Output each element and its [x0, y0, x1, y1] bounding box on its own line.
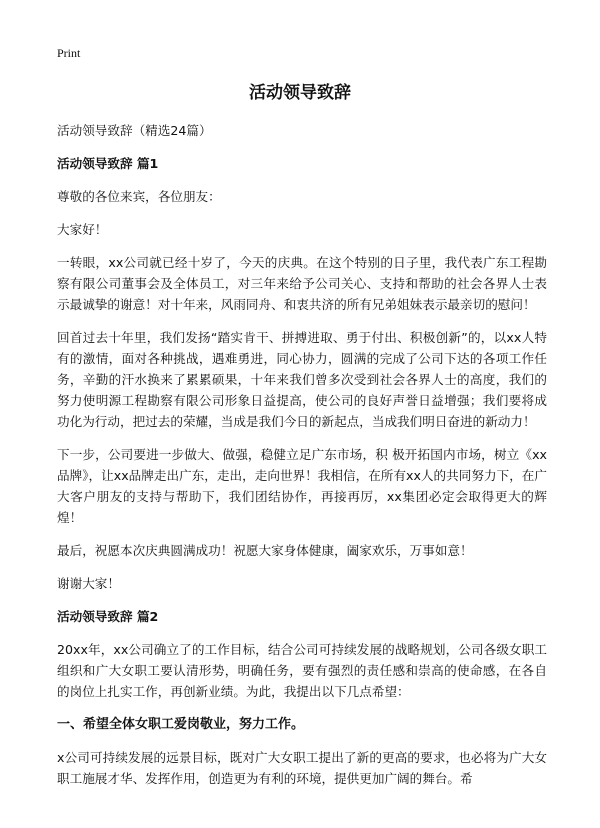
article-2-section-1-paragraph: x公司可持续发展的远景目标，既对广大女职工提出了新的更高的要求，也必将为广大女职工施展才华、发挥作用，创造更为有利的环境，提供更加广阔的舞台。希 [57, 750, 547, 786]
article-1-heading: 活动领导致辞 篇1 [57, 156, 159, 171]
page-title: 活动领导致辞 [249, 83, 351, 103]
document-subtitle: 活动领导致辞（精选24篇） [57, 123, 212, 138]
article-1-paragraph-3: 下一步，公司要进一步做大、做强，稳健立足广东市场，积 极开拓国内市场，树立《xx品牌》，让xx品牌走出广东，走出，走向世界！我相信，在所有xx人的共同努力下，在广大客户朋友的支持与帮助下，我们团结协作，再接再厉，xx集团必定会取得更大的辉煌！ [57, 447, 547, 525]
document-body [57, 120, 547, 801]
article-1-paragraph-4: 最后，祝愿本次庆典圆满成功！祝愿大家身体健康，阖家欢乐，万事如意！ [57, 543, 473, 558]
article-1-paragraph-2: 回首过去十年里，我们发扬“踏实肯干、拼搏进取、勇于付出、积极创新”的，以xx人特有的激情，面对各种挑战，遇难勇进，同心协力，圆满的完成了公司下达的各项工作任务，辛勤的汗水换来了累累硕果，十年来我们曾多次受到社会各界人士的高度，我们的努力使明源工程勘察有限公司形象日益提高，使公司的良好声誉日益增强；我们要将成功化为行动，把过去的荣耀，当成是我们今日的新起点，当成我们明日奋进的新动力！ [57, 330, 547, 429]
article-1-salutation: 尊敬的各位来宾，各位朋友： [57, 189, 221, 204]
print-link[interactable]: Print [57, 46, 81, 60]
article-2-section-1-heading: 一、希望全体女职工爱岗敬业，努力工作。 [57, 717, 305, 732]
article-1-paragraph-1: 一转眼，xx公司就已经十岁了，今天的庆典。在这个特别的日子里，我代表广东工程勘察有限公司董事会及全体员工，对三年来给予公司关心、支持和帮助的社会各界人士表示最诚挚的谢意！对十年来，风雨同舟、和衷共济的所有兄弟姐妹表示最亲切的慰问！ [57, 255, 547, 312]
article-1-greeting: 大家好！ [57, 222, 108, 237]
article-2-heading: 活动领导致辞 篇2 [57, 609, 159, 624]
article-2-paragraph-1: 20xx年，xx公司确立了的工作目标，结合公司可持续发展的战略规划，公司各级女职工组织和广大女职工要认清形势，明确任务，要有强烈的责任感和崇高的使命感，在各自的岗位上扎实工作，再创新业绩。为此，我提出以下几点希望： [57, 642, 547, 699]
article-1-closing: 谢谢大家！ [57, 576, 120, 591]
